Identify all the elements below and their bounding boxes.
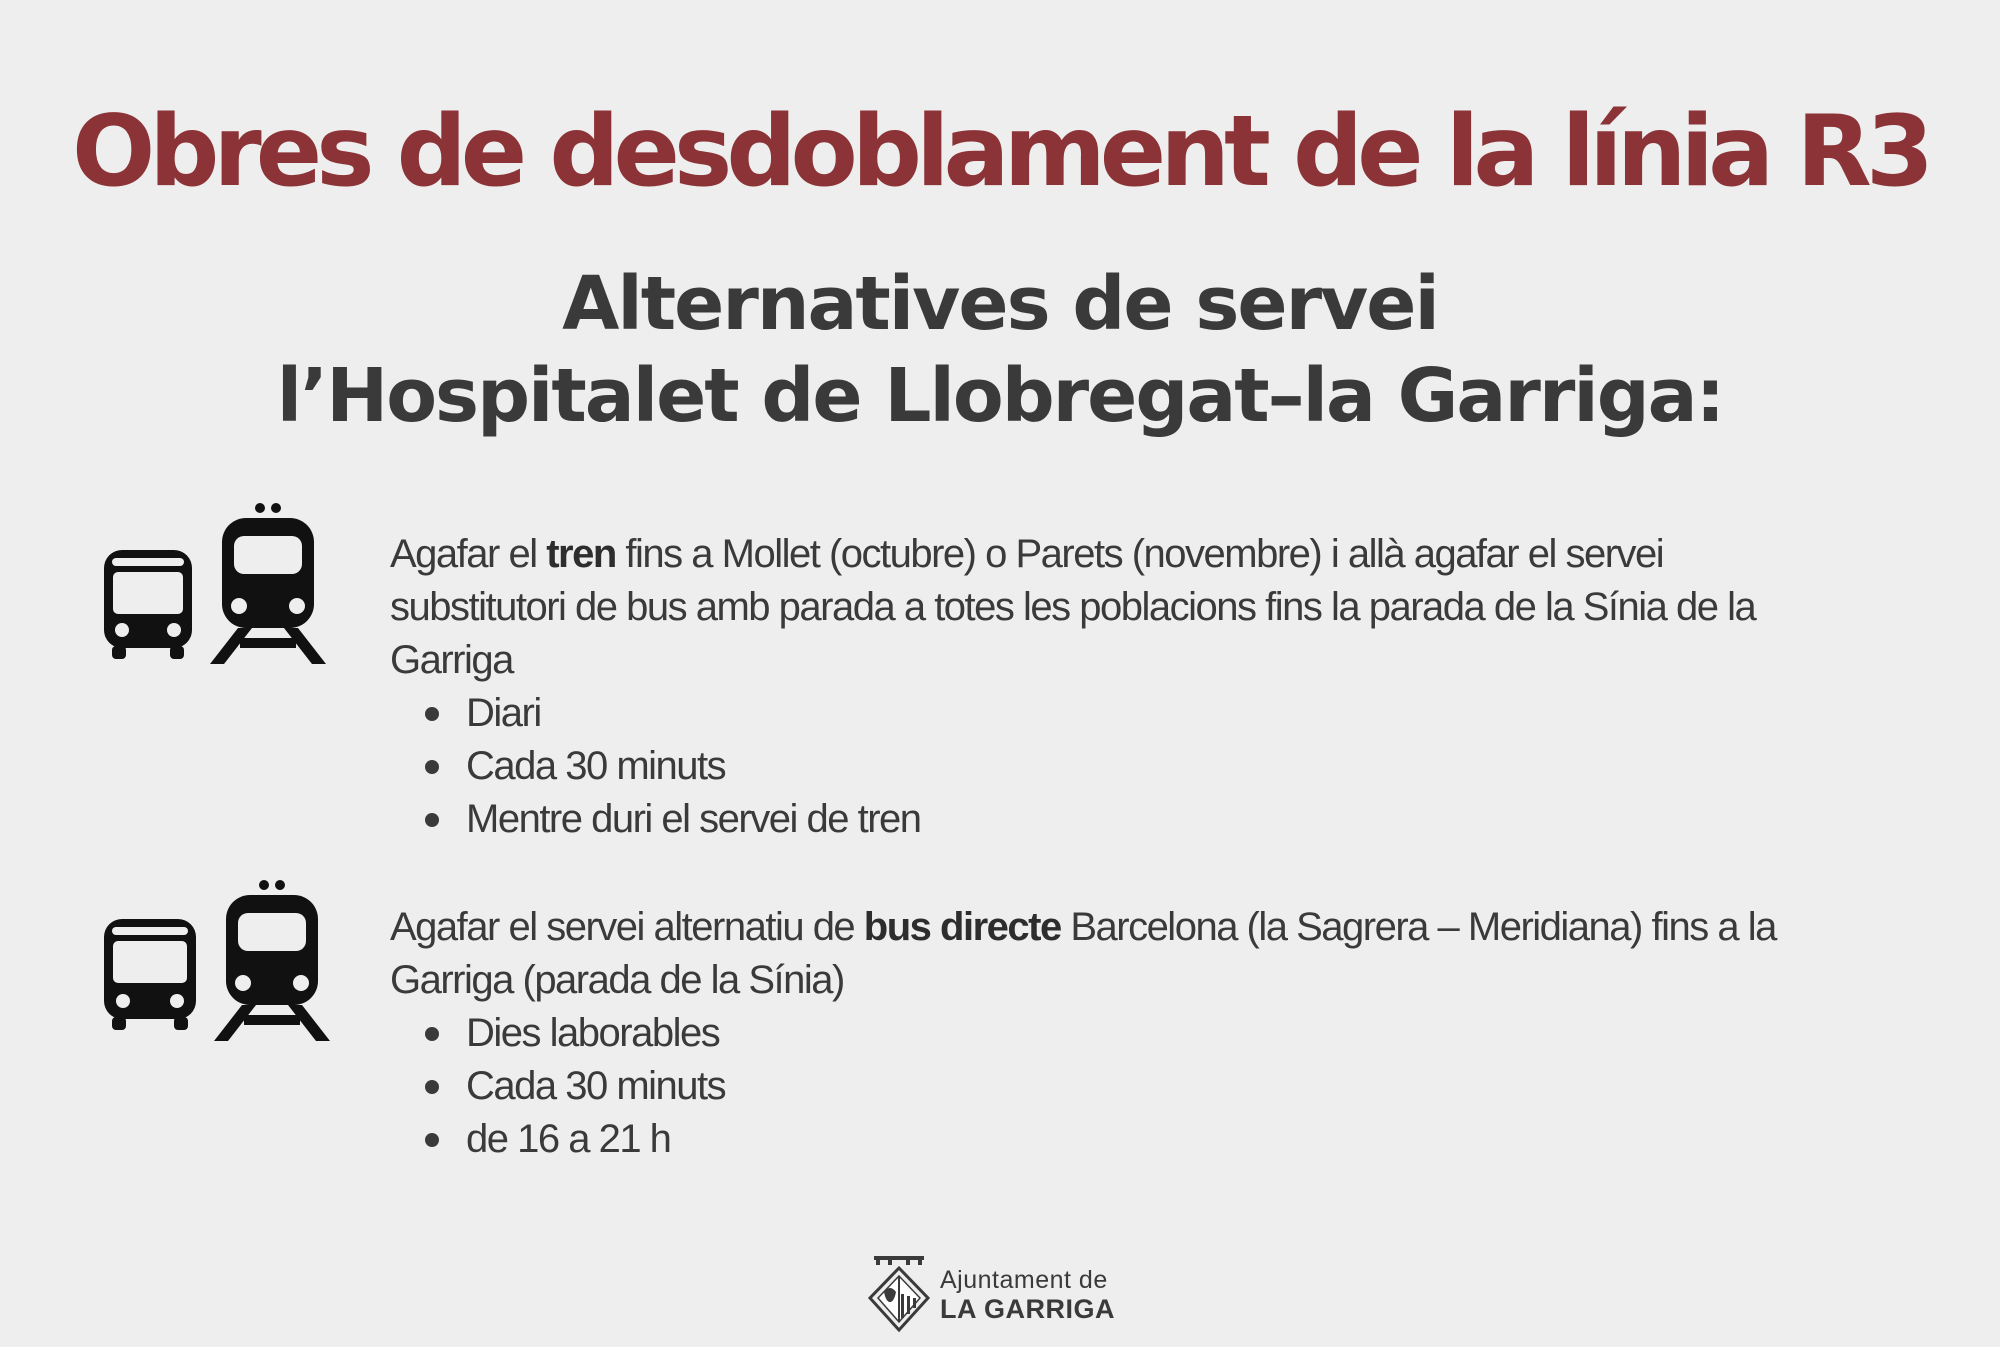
list-item bbox=[390, 1007, 1840, 1060]
description-text: Agafar el bbox=[390, 532, 547, 576]
municipal-crest-logo bbox=[868, 1256, 930, 1334]
description-text: Barcelona (la Sagrera – Meridiana) fins a la Garriga (parada de la Sínia) bbox=[390, 905, 1776, 1002]
page-title: Obres de desdoblament de la línia R3 bbox=[71, 95, 1929, 209]
bullet-icon bbox=[425, 813, 439, 827]
list-item bbox=[390, 740, 1840, 793]
alternative-2-bullets bbox=[390, 1007, 1840, 1166]
bullet-icon bbox=[425, 1133, 439, 1147]
train-icon bbox=[214, 880, 330, 1041]
transport-icons-1 bbox=[100, 500, 340, 670]
list-item bbox=[390, 793, 1840, 846]
footer-line-1: Ajuntament de bbox=[940, 1266, 1108, 1294]
description-bold: bus directe bbox=[863, 905, 1061, 949]
alternative-1 bbox=[390, 528, 1840, 846]
footer-line-2: LA GARRIGA bbox=[940, 1294, 1115, 1324]
page-subtitle bbox=[0, 258, 2000, 442]
description-text: fins a Mollet (octubre) o Parets (novembre) i allà agafar el servei substitutori de bus amb parada a totes les poblacions fins la parada de la Sínia de la Garriga bbox=[390, 532, 1756, 682]
description-bold: tren bbox=[546, 532, 616, 576]
subtitle-line-2: l’Hospitalet de Llobregat–la Garriga: bbox=[276, 353, 1724, 439]
bullet-icon bbox=[425, 760, 439, 774]
alternative-2-description bbox=[390, 901, 1840, 1007]
alternative-2 bbox=[390, 901, 1840, 1166]
train-icon bbox=[210, 503, 326, 664]
list-item-text: Mentre duri el servei de tren bbox=[466, 797, 921, 841]
alternative-1-bullets bbox=[390, 687, 1840, 846]
list-item-text: de 16 a 21 h bbox=[466, 1117, 671, 1161]
list-item bbox=[390, 1060, 1840, 1113]
bullet-icon bbox=[425, 1027, 439, 1041]
list-item-text: Diari bbox=[466, 691, 541, 735]
list-item bbox=[390, 1113, 1840, 1166]
list-item-text: Cada 30 minuts bbox=[466, 1064, 726, 1108]
list-item bbox=[390, 687, 1840, 740]
description-text: Agafar el servei alternatiu de bbox=[390, 905, 864, 949]
bullet-icon bbox=[425, 1080, 439, 1094]
bullet-icon bbox=[425, 707, 439, 721]
bus-icon bbox=[104, 550, 192, 659]
list-item-text: Cada 30 minuts bbox=[466, 744, 726, 788]
bus-icon bbox=[104, 919, 196, 1030]
subtitle-line-1: Alternatives de servei bbox=[562, 261, 1438, 347]
alternative-1-description bbox=[390, 528, 1840, 687]
transport-icons-2 bbox=[100, 877, 340, 1047]
footer-logo bbox=[868, 1252, 1138, 1332]
list-item-text: Dies laborables bbox=[466, 1011, 720, 1055]
